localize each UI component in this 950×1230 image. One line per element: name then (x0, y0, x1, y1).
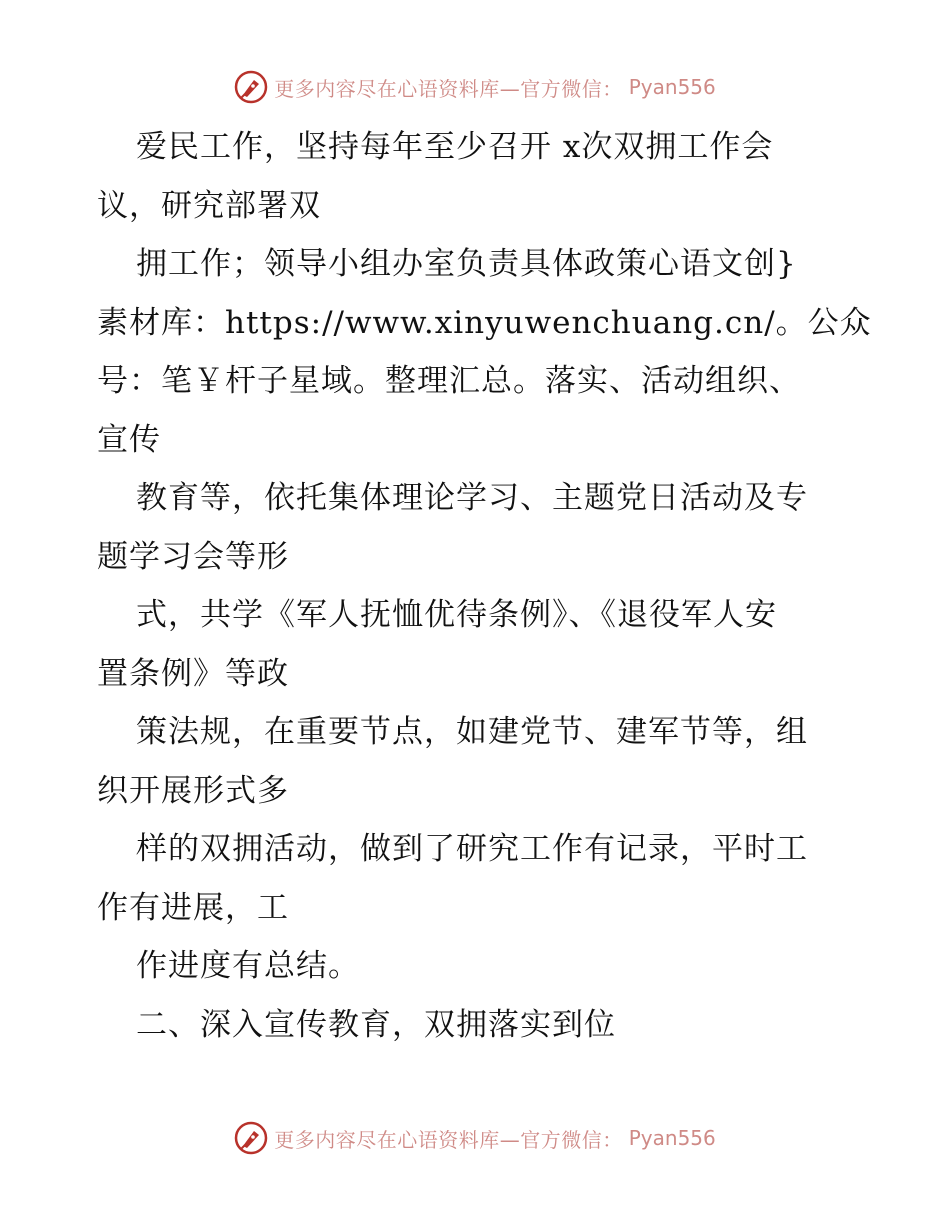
body-line: 教育等，依托集体理论学习、主题党日活动及专 (136, 480, 808, 516)
body-line: 织开展形式多 (97, 772, 289, 809)
body-line: 宣传 (97, 421, 161, 458)
section-heading: 二、深入宣传教育，双拥落实到位 (136, 1006, 616, 1043)
body-line: 议，研究部署双 (97, 187, 321, 224)
watermark-text: 更多内容尽在心语资料库—官方微信： (274, 76, 623, 101)
document-body (97, 118, 872, 1054)
body-line: 样的双拥活动，做到了研究工作有记录，平时工 (136, 831, 808, 867)
body-line: 素材库：https://www.xinyuwenchuang.cn/。公众 (97, 304, 872, 341)
body-line: 号：笔￥杆子星域。整理汇总。落实、活动组织、 (97, 363, 801, 399)
body-line: 置条例》等政 (97, 655, 289, 692)
body-line: 作有进展，工 (97, 889, 289, 926)
body-line: 爱民工作，坚持每年至少召开 x次双拥工作会 (136, 129, 774, 165)
body-line: 拥工作；领导小组办室负责具体政策心语文创} (136, 246, 797, 282)
footer-watermark (0, 1121, 950, 1155)
body-line: 策法规，在重要节点，如建党节、建军节等，组 (136, 714, 808, 750)
header-watermark (0, 70, 950, 104)
watermark-text: 更多内容尽在心语资料库—官方微信： (274, 1127, 623, 1152)
pen-nib-logo-icon (234, 70, 268, 104)
body-line: 式，共学《军人抚恤优待条例》、《退役军人安 (136, 597, 777, 633)
watermark-contact: Pyan556 (628, 75, 716, 99)
pen-nib-logo-icon (234, 1121, 268, 1155)
watermark-contact: Pyan556 (628, 1126, 716, 1150)
body-line: 题学习会等形 (97, 538, 289, 575)
body-line: 作进度有总结。 (136, 948, 360, 984)
